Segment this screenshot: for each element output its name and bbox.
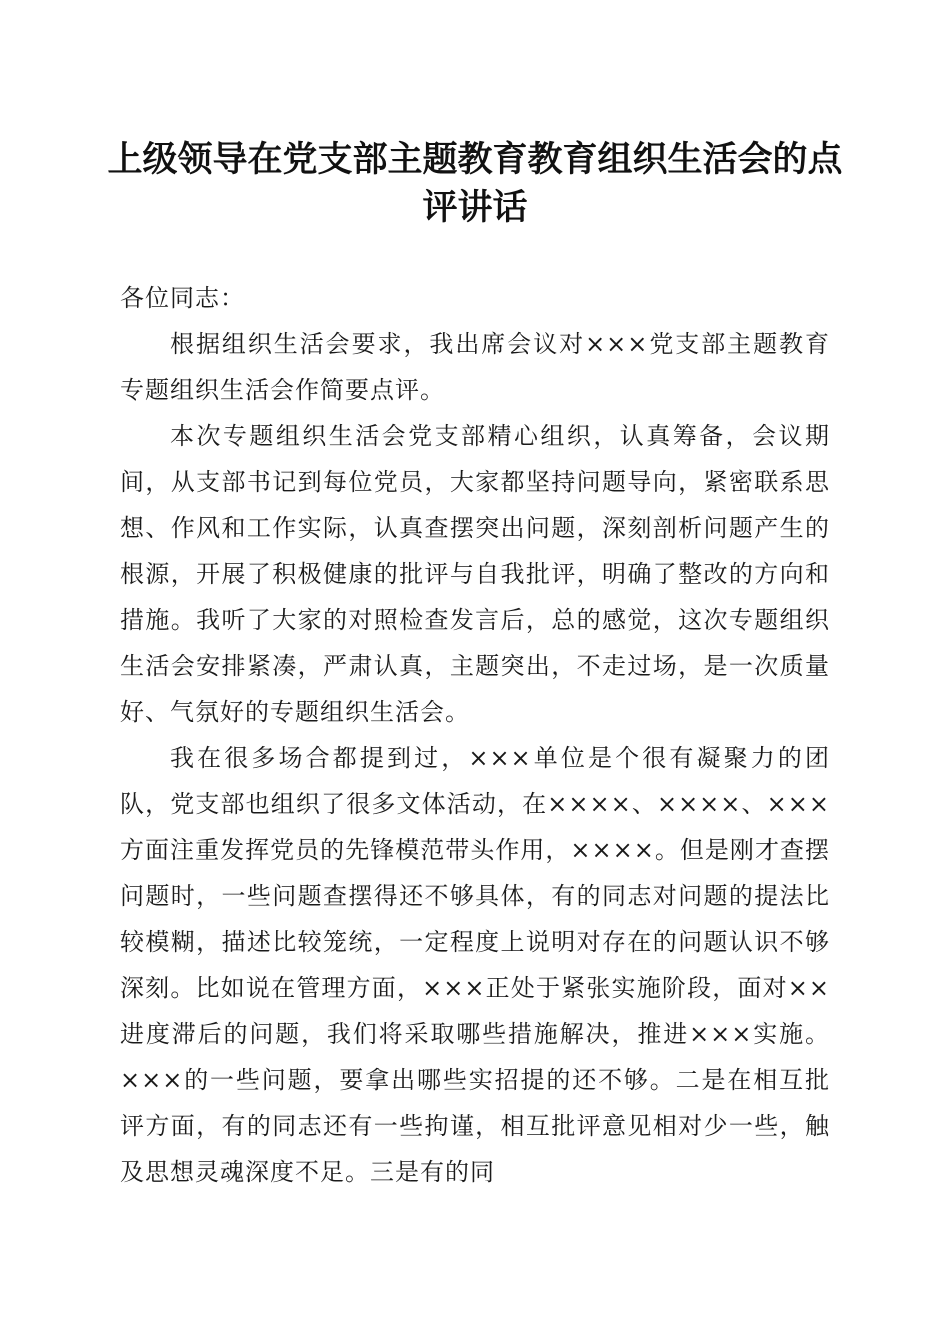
paragraph: 根据组织生活会要求，我出席会议对×××党支部主题教育专题组织生活会作简要点评。 bbox=[120, 330, 830, 404]
document-body bbox=[120, 275, 830, 1195]
paragraph: 我在很多场合都提到过，×××单位是个很有凝聚力的团队，党支部也组织了很多文体活动，在××××、××××、×××方面注重发挥党员的先锋模范带头作用，××××。但是刚才查摆问题时，一些问题查摆得还不够具体，有的同志对问题的提法比较模糊，描述比较笼统，一定程度上说明对存在的问题认识不够深刻。比如说在管理方面，×××正处于紧张实施阶段，面对××进度滞后的问题，我们将采取哪些措施解决，推进×××实施。×××的一些问题，要拿出哪些实招提的还不够。二是在相互批评方面，有的同志还有一些拘谨，相互批评意见相对少一些，触及思想灵魂深度不足。三是有的同 bbox=[120, 744, 830, 1186]
paragraph: 本次专题组织生活会党支部精心组织，认真筹备，会议期间，从支部书记到每位党员，大家都坚持问题导向，紧密联系思想、作风和工作实际，认真查摆突出问题，深刻剖析问题产生的根源，开展了积极健康的批评与自我批评，明确了整改的方向和措施。我听了大家的对照检查发言后，总的感觉，这次专题组织生活会安排紧凑，严肃认真，主题突出，不走过场，是一次质量好、气氛好的专题组织生活会。 bbox=[120, 422, 830, 726]
salutation: 各位同志： bbox=[120, 284, 245, 312]
document-title: 上级领导在党支部主题教育教育组织生活会的点评讲话 bbox=[107, 139, 843, 228]
